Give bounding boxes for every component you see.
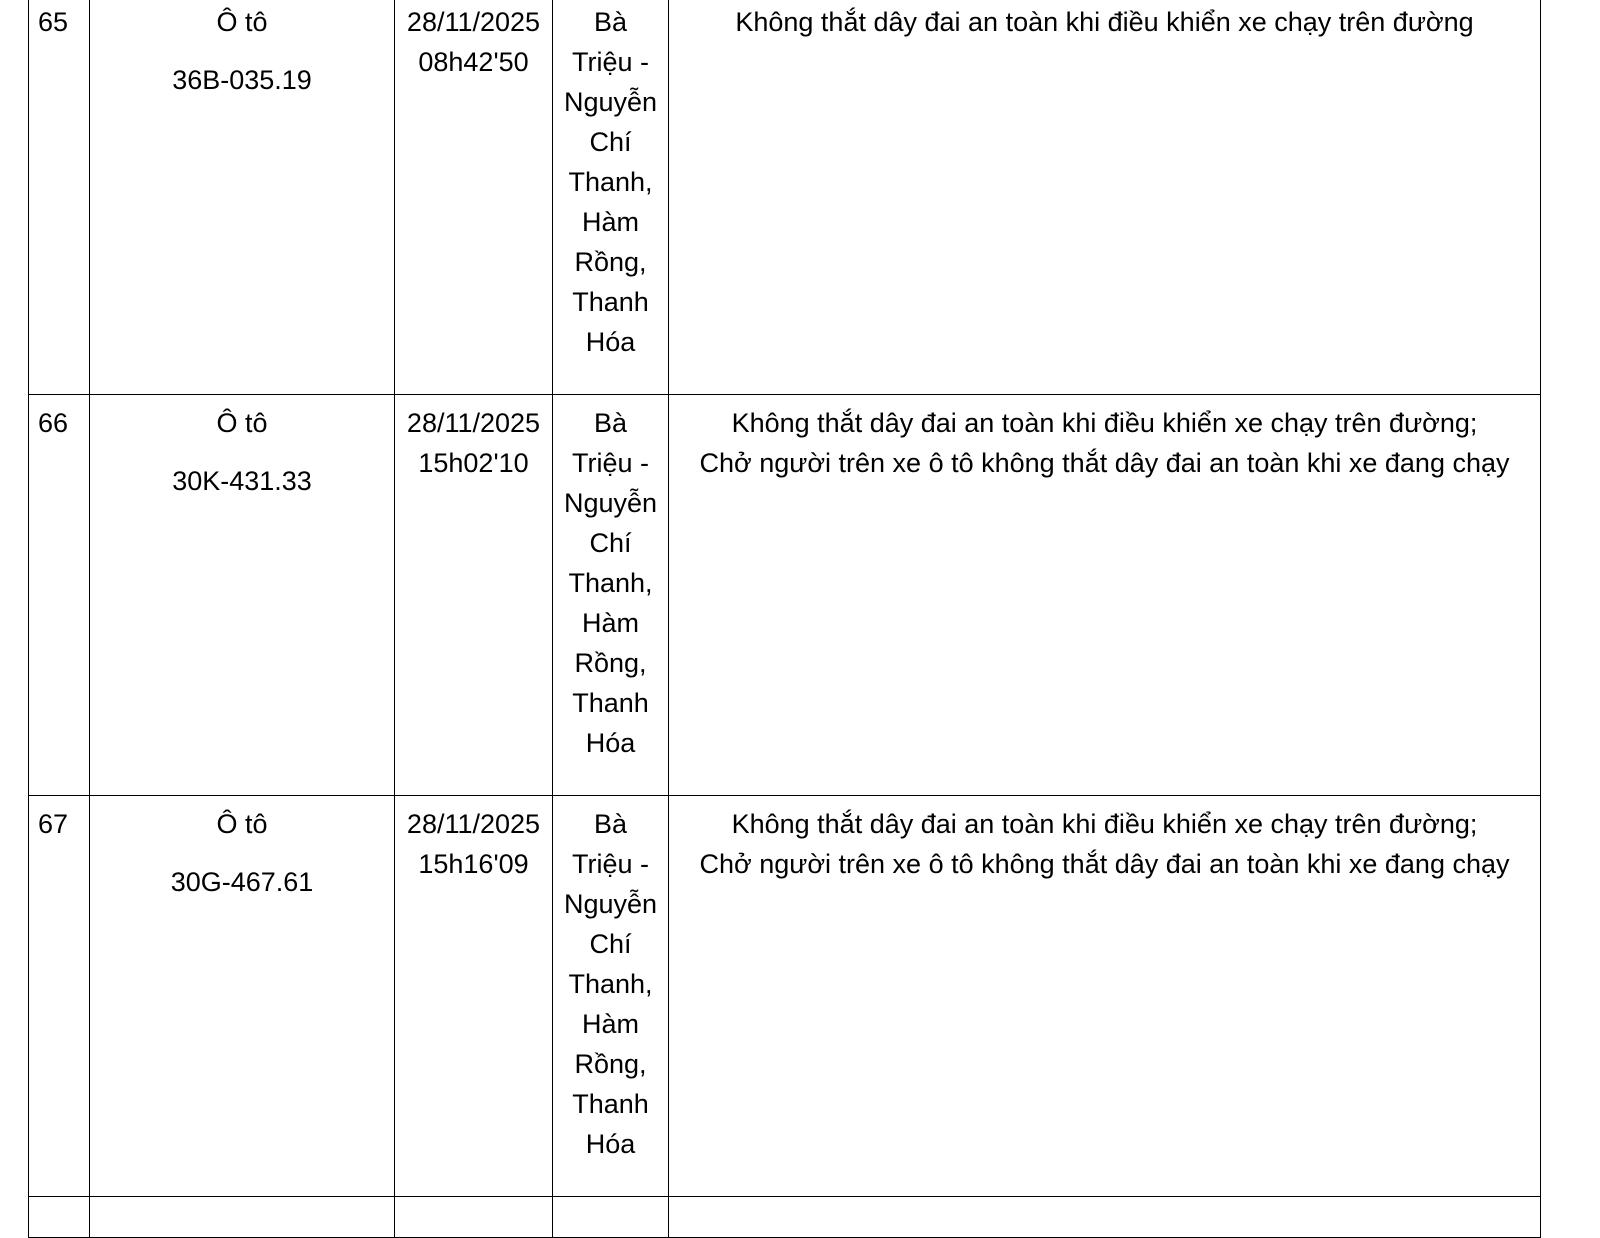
location-line: Rồng,: [574, 247, 647, 277]
datetime-cell: [395, 0, 553, 395]
violation-text: Không thắt dây đai an toàn khi điều khiển xe chạy trên đường: [735, 7, 1474, 37]
location-line: Nguyễn: [563, 87, 658, 117]
table-row: [29, 1197, 1541, 1238]
location-cell: [553, 796, 669, 1197]
location-line: Nguyễn: [563, 889, 658, 919]
datetime-cell: [395, 395, 553, 796]
violation-cell: [669, 0, 1541, 395]
location-line: Triệu -: [571, 448, 649, 478]
location-line: Hàm: [581, 608, 639, 638]
location-line: Thanh,: [568, 167, 653, 197]
location-line: Hóa: [585, 728, 636, 758]
violation-text: Chở người trên xe ô tô không thắt dây đai an toàn khi xe đang chạy: [699, 849, 1510, 879]
vehicle-type: Ô tô: [216, 809, 268, 839]
location-line: Nguyễn: [563, 488, 658, 518]
location-line: Chí: [589, 528, 632, 558]
location-line: Thanh: [572, 688, 649, 718]
empty-cell: [669, 1197, 1541, 1238]
location-line: Chí: [589, 127, 632, 157]
violation-text: Không thắt dây đai an toàn khi điều khiển xe chạy trên đường;: [731, 809, 1478, 839]
violation-time: 15h02'10: [418, 448, 529, 478]
violation-cell: [669, 796, 1541, 1197]
location-line: Hóa: [585, 1129, 636, 1159]
table-row: [29, 796, 1541, 1197]
empty-cell: [90, 1197, 395, 1238]
violation-time: 15h16'09: [418, 849, 529, 879]
license-plate: 30K-431.33: [172, 466, 312, 496]
location-line: Triệu -: [571, 849, 649, 879]
location-line: Hàm: [581, 207, 639, 237]
violations-table: [28, 0, 1541, 1238]
location-line: Chí: [589, 929, 632, 959]
location-line: Thanh,: [568, 568, 653, 598]
vehicle-type: Ô tô: [216, 408, 268, 438]
violation-date: 28/11/2025: [406, 7, 541, 37]
location-line: Bà: [593, 809, 628, 839]
vehicle-cell: [90, 796, 395, 1197]
violation-cell: [669, 395, 1541, 796]
location-line: Bà: [593, 7, 628, 37]
location-line: Rồng,: [574, 1049, 647, 1079]
violation-text: Chở người trên xe ô tô không thắt dây đai an toàn khi xe đang chạy: [699, 448, 1510, 478]
violation-text: Không thắt dây đai an toàn khi điều khiển xe chạy trên đường;: [731, 408, 1478, 438]
empty-cell: [553, 1197, 669, 1238]
table-row: [29, 0, 1541, 395]
location-line: Hàm: [581, 1009, 639, 1039]
location-line: Bà: [593, 408, 628, 438]
license-plate: 36B-035.19: [172, 65, 312, 95]
datetime-cell: [395, 796, 553, 1197]
vehicle-cell: [90, 0, 395, 395]
table-row: [29, 395, 1541, 796]
location-line: Thanh,: [568, 969, 653, 999]
violation-date: 28/11/2025: [406, 408, 541, 438]
row-number: 67: [29, 796, 90, 1197]
location-line: Thanh: [572, 287, 649, 317]
row-number: 65: [29, 0, 90, 395]
location-cell: [553, 0, 669, 395]
location-cell: [553, 395, 669, 796]
vehicle-type: Ô tô: [216, 7, 268, 37]
location-line: Hóa: [585, 327, 636, 357]
violation-date: 28/11/2025: [406, 809, 541, 839]
empty-cell: [395, 1197, 553, 1238]
location-line: Triệu -: [571, 47, 649, 77]
vehicle-cell: [90, 395, 395, 796]
license-plate: 30G-467.61: [170, 867, 314, 897]
violation-time: 08h42'50: [418, 47, 529, 77]
empty-cell: [29, 1197, 90, 1238]
location-line: Thanh: [572, 1089, 649, 1119]
row-number: 66: [29, 395, 90, 796]
location-line: Rồng,: [574, 648, 647, 678]
